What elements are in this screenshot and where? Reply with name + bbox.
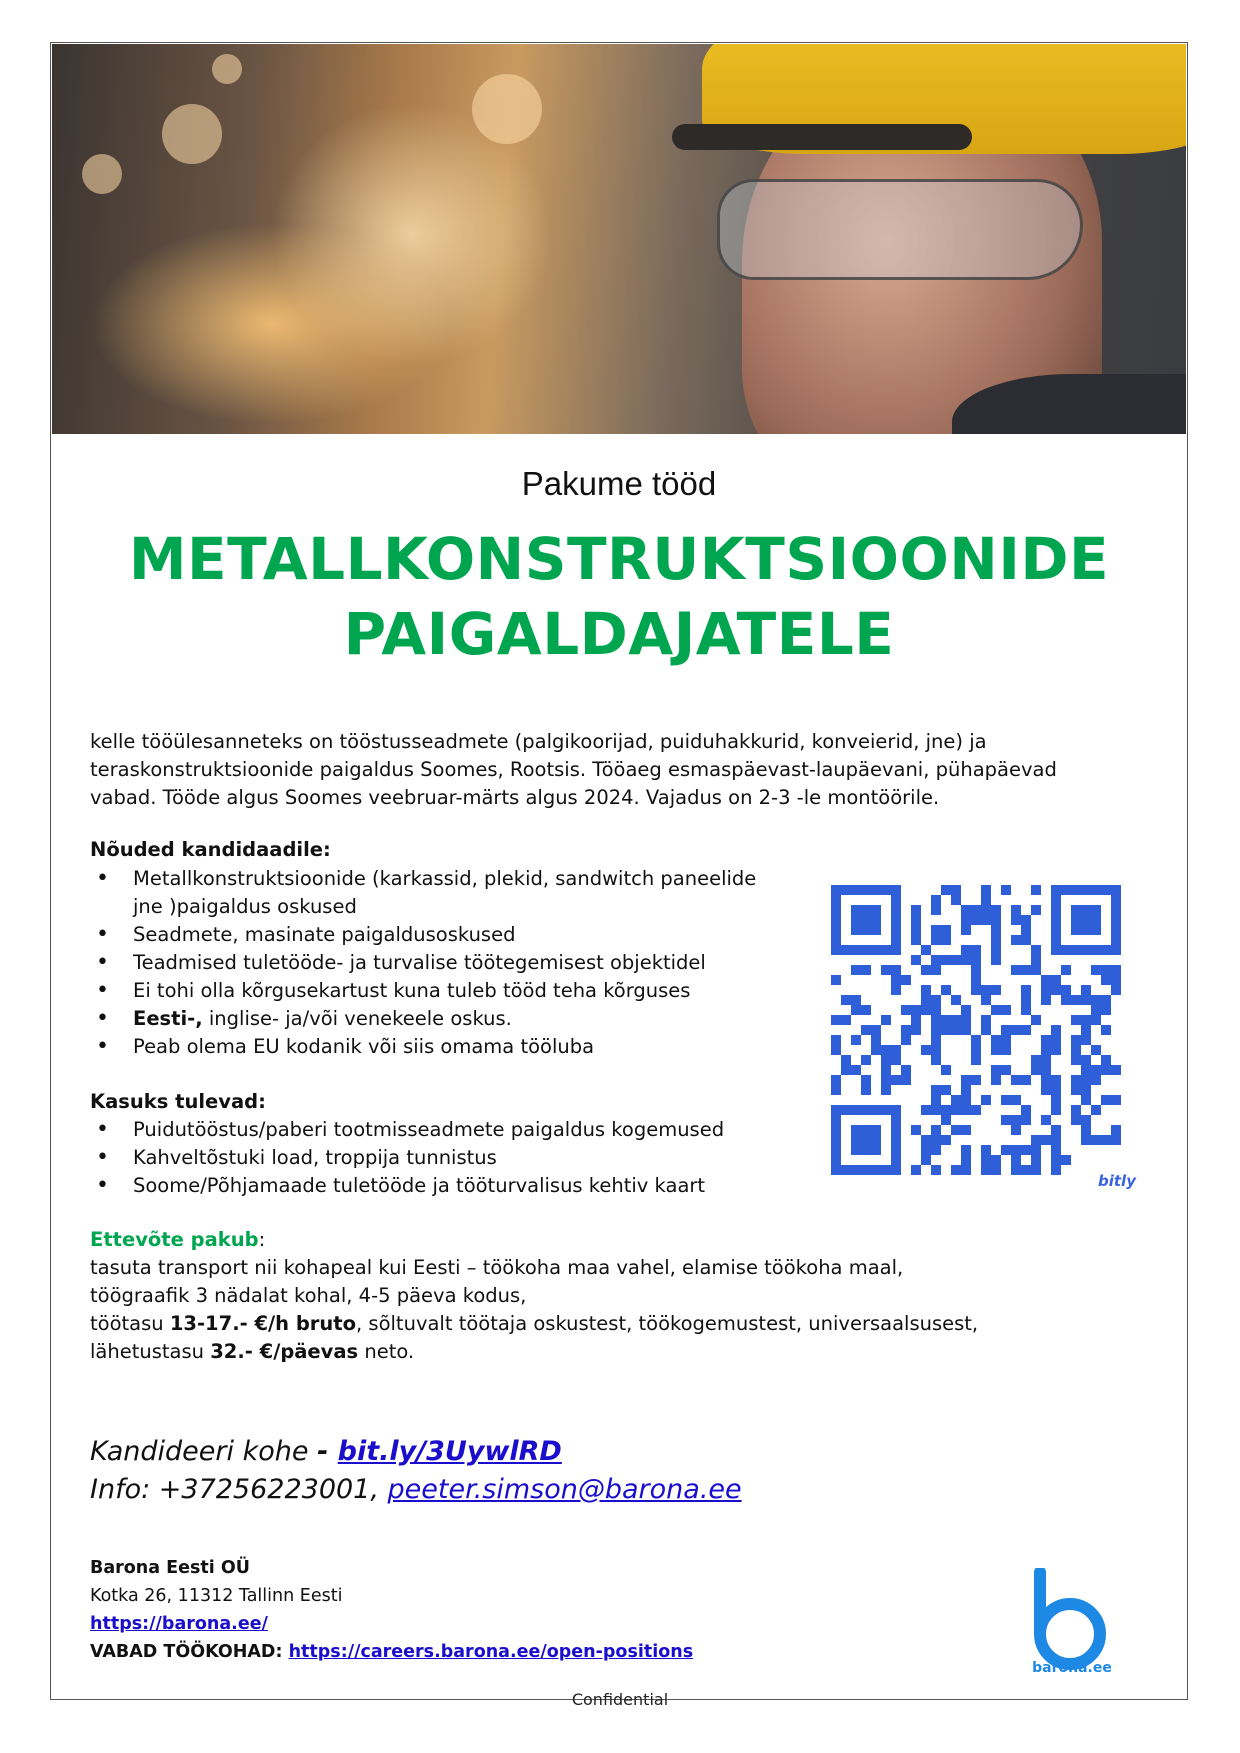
bitly-logo: bitly: [1098, 1172, 1136, 1190]
advantages-list: [90, 1116, 724, 1200]
company-website-link[interactable]: https://barona.ee/: [90, 1614, 268, 1634]
company-name: Barona Eesti OÜ: [90, 1558, 250, 1578]
list-item: • Soome/Põhjamaade tuletööde ja tööturvalisus kehtiv kaart: [90, 1172, 724, 1200]
list-item: • Teadmised tuletööde- ja turvalise töötegemisest objektidel: [90, 949, 756, 977]
language-rest: inglise- ja/või venekeele oskus.: [202, 1007, 512, 1030]
email-link[interactable]: peeter.simson@barona.ee: [387, 1474, 742, 1505]
requirement-1-line-2: jne )paigaldus oskused: [133, 895, 357, 918]
info-label: Info: +37256223001,: [90, 1474, 388, 1505]
requirement-1-line-1: • Metallkonstruktsioonide (karkassid, plekid, sandwitch paneelide: [133, 867, 757, 890]
intro-line-3: vabad. Tööde algus Soomes veebruar-märts algus 2024. Vajadus on 2-3 -le montöörile.: [90, 786, 940, 809]
requirements-list: [90, 865, 756, 1061]
hero-photo-worker: [52, 44, 1186, 434]
intro-paragraph: [90, 728, 1090, 812]
offer-colon: :: [258, 1228, 266, 1251]
offer-line-2: töögraafik 3 nädalat kohal, 4-5 päeva kodus,: [90, 1284, 527, 1307]
offer-line-3: töötasu 13-17.- €/h bruto, sõltuvalt töötaja oskustest, töökogemustest, universaalsusest,: [90, 1312, 979, 1335]
headline-line-1: METALLKONSTRUKTSIOONIDE: [128, 525, 1110, 593]
salary-value: 13-17.- €/h bruto: [169, 1312, 357, 1335]
qr-code[interactable]: [826, 880, 1136, 1190]
allowance-value: 32.- €/päevas: [210, 1340, 359, 1363]
advantages-heading: Kasuks tulevad:: [90, 1090, 266, 1113]
offer-heading: Ettevõte pakub: [90, 1228, 259, 1251]
apply-line: Kandideeri kohe - bit.ly/3UywlRD: [90, 1436, 562, 1467]
list-item: • Ei tohi olla kõrgusekartust kuna tuleb tööd teha kõrguses: [90, 977, 756, 1005]
jobs-label: VABAD TÖÖKOHAD:: [90, 1642, 289, 1662]
info-line: [90, 1474, 742, 1505]
company-info: [90, 1554, 693, 1666]
list-item: [90, 865, 756, 921]
list-item: • Seadmete, masinate paigaldusoskused: [90, 921, 756, 949]
offer-line-1: tasuta transport nii kohapeal kui Eesti – töökoha maa vahel, elamise töökoha maal,: [90, 1256, 904, 1279]
barona-logo-text: barona.ee: [1032, 1660, 1112, 1676]
job-headline: [52, 522, 1186, 672]
list-item: • Peab olema EU kodanik või siis omama tööluba: [90, 1033, 756, 1061]
company-address: Kotka 26, 11312 Tallinn Eesti: [90, 1586, 343, 1606]
headline-line-2: PAIGALDAJATELE: [343, 600, 895, 668]
list-item: • Kahveltõstuki load, troppija tunnistus: [90, 1144, 724, 1172]
intro-line-1: kelle tööülesanneteks on tööstusseadmete (palgikoorijad, puiduhakkurid, konveierid, jne) ja: [90, 730, 987, 753]
offer-line-4: lähetustasu 32.- €/päevas neto.: [90, 1340, 415, 1363]
page-subtitle: Pakume tööd: [521, 465, 717, 502]
requirements-heading: Nõuded kandidaadile:: [90, 838, 331, 861]
jobs-link[interactable]: https://careers.barona.ee/open-positions: [288, 1642, 694, 1662]
list-item: • Puidutööstus/paberi tootmisseadmete paigaldus kogemused: [90, 1116, 724, 1144]
offer-section: [90, 1226, 1090, 1366]
intro-line-2: teraskonstruktsioonide paigaldus Soomes, Rootsis. Tööaeg esmaspäevast-laupäevani, pühapäevad: [90, 758, 1057, 781]
confidential-footer: Confidential: [571, 1690, 669, 1709]
apply-label: Kandideeri kohe: [90, 1436, 318, 1467]
apply-link[interactable]: bit.ly/3UywlRD: [337, 1436, 562, 1467]
list-item: [90, 1005, 756, 1033]
language-bold: Eesti-,: [133, 1007, 203, 1030]
